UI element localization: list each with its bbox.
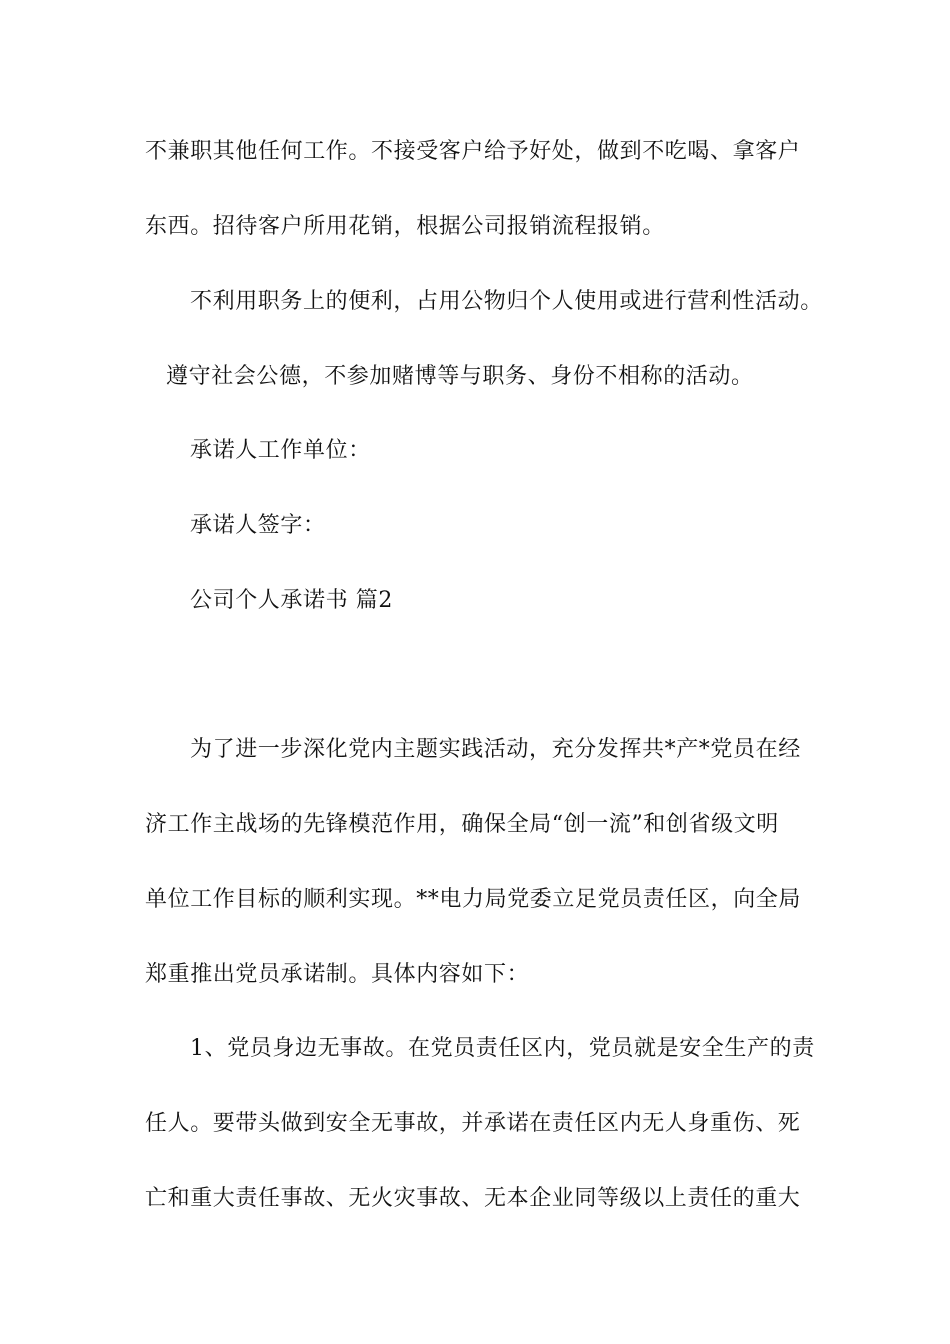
paragraph-line: 任人。要带头做到安全无事故，并承诺在责任区内无人身重伤、死: [145, 1111, 801, 1136]
paragraph-line: 1、党员身边无事故。在党员责任区内，党员就是安全生产的责: [190, 1036, 815, 1061]
paragraph-line: 遵守社会公德，不参加赌博等与职务、身份不相称的活动。: [166, 364, 754, 389]
signature-label: 承诺人签字：: [190, 513, 326, 538]
paragraph-line: 为了进一步深化党内主题实践活动，充分发挥共*产*党员在经: [190, 737, 801, 762]
paragraph-line: 郑重推出党员承诺制。具体内容如下：: [145, 962, 530, 987]
paragraph-line: 东西。招待客户所用花销，根据公司报销流程报销。: [145, 214, 665, 239]
paragraph-line: 亡和重大责任事故、无火灾事故、无本企业同等级以上责任的重大: [145, 1186, 801, 1211]
paragraph-line: 不兼职其他任何工作。不接受客户给予好处，做到不吃喝、拿客户: [145, 139, 801, 164]
paragraph-line: 济工作主战场的先锋模范作用，确保全局“创一流”和创省级文明: [145, 812, 779, 837]
signature-unit-label: 承诺人工作单位：: [190, 438, 371, 463]
paragraph-line: 不利用职务上的便利，占用公物归个人使用或进行营利性活动。: [190, 289, 823, 314]
paragraph-line: 单位工作目标的顺利实现。**电力局党委立足党员责任区，向全局: [145, 887, 802, 912]
section-heading: 公司个人承诺书 篇2: [190, 588, 393, 613]
